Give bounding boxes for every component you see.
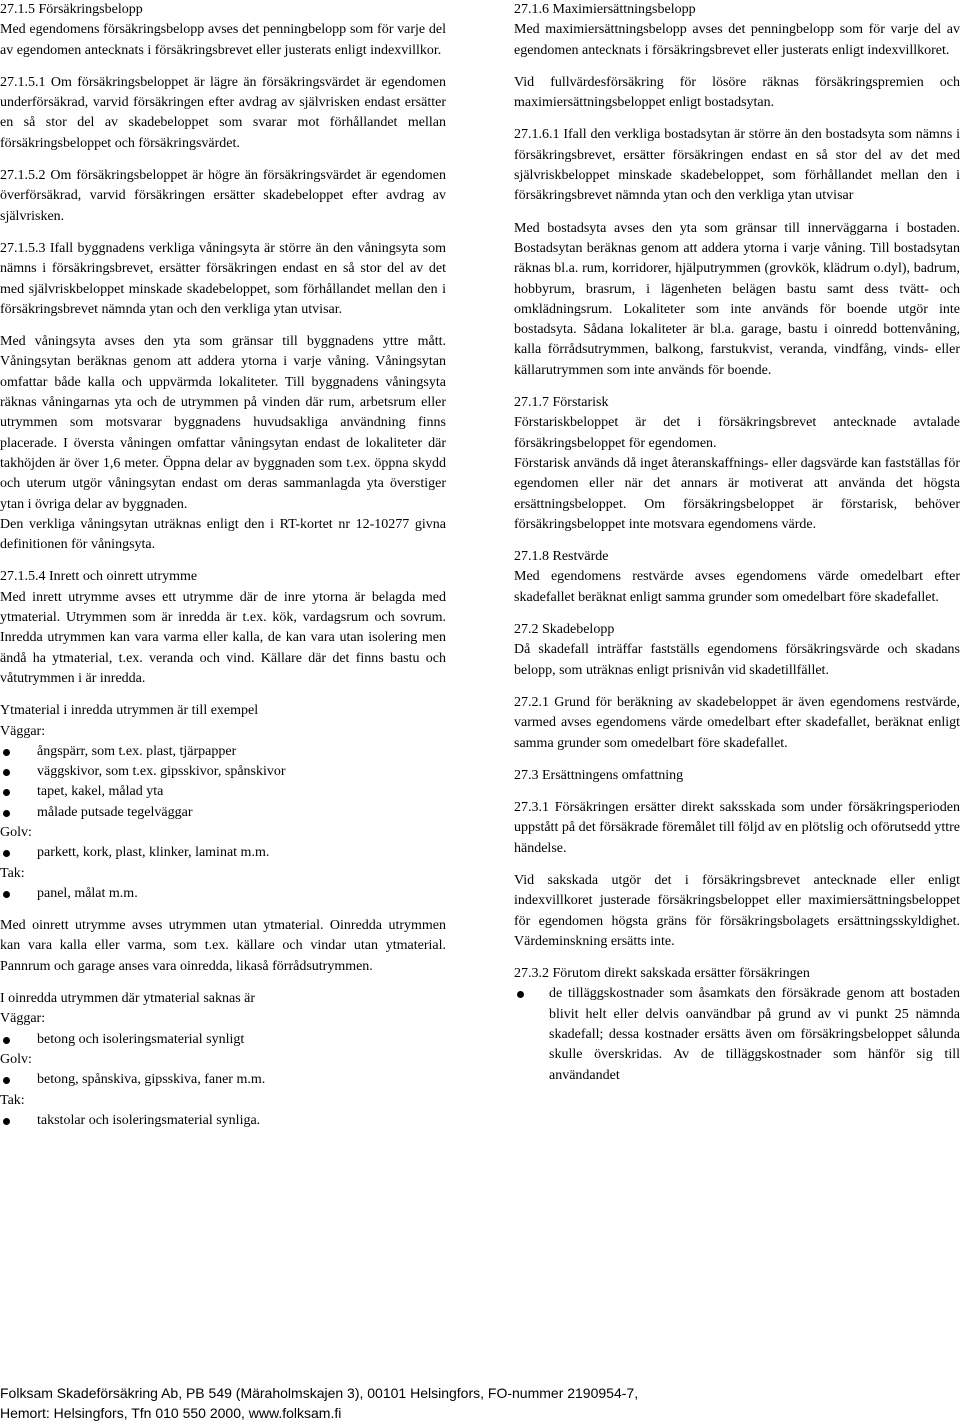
footer-line-1: Folksam Skadeförsäkring Ab, PB 549 (Märaholmskajen 3), 00101 Helsingfors, FO-nummer 2190954-7, [0, 1385, 639, 1401]
saknas-intro: I oinredda utrymmen där ytmaterial saknas är [0, 991, 256, 1007]
ceiling-label: Tak: [0, 865, 25, 881]
section-27-1-5-4-title: 27.1.5.4 Inrett och oinrett utrymme [0, 569, 198, 585]
bullet-icon [517, 991, 524, 998]
list-item: de tilläggskostnader som åsamkats den försäkrade genom att bostaden blivit helt eller delvis oanvändbar på grund av vi punkt 25 nämnda skadefall; dessa kostnader ersätts även om försäkringsbeloppet sålunda skulle överskridas. Av de tilläggskostnader som hänför sig till användandet [514, 984, 960, 1085]
oinrett-paragraph: Med oinrett utrymme avses utrymmen utan ytmaterial. Oinredda utrymmen kan vara kalla eller varma, som t.ex. källare och vindar utan ytmaterial. Pannrum och garage anses vara oinredda, likaså förrådsutrymmen. [0, 918, 446, 974]
section-27-1-5-1: 27.1.5.1 Om försäkringsbeloppet är lägre än försäkringsvärdet är egendomen underförsäkrad, varvid försäkringen efter avdrag av självrisken endast ersätter en så stor del av skadebeloppet som svarar mot förhållandet mellan försäkringsbeloppet och försäkringsvärdet. [0, 74, 446, 151]
walls-label: Väggar: [0, 723, 46, 739]
section-27-1-7-body-2: Förstarisk används då inget återanskaffnings- eller dagsvärde kan fastställas för egendomen eller när det annars är motiverat att använda det högsta ersättningsbeloppet. Om försäkringsbeloppet är förstarisk, behöver försäkringsbeloppet inte motsvara egendomens värde. [514, 455, 960, 532]
walls-list-2 [0, 1030, 446, 1050]
list-item: väggskivor, som t.ex. gipsskivor, spånskivor [0, 762, 446, 782]
list-item: panel, målat m.m. [0, 884, 446, 904]
ceiling-list [0, 884, 446, 904]
list-item: betong och isoleringsmaterial synligt [0, 1030, 446, 1050]
bullet-icon [3, 749, 10, 756]
section-27-1-5-2: 27.1.5.2 Om försäkringsbeloppet är högre än försäkringsvärdet är egendomen överförsäkrad, varvid försäkringen ersätter skadebeloppet efter avdrag av självrisken. [0, 168, 446, 224]
footer-line-2: Hemort: Helsingfors, Tfn 010 550 2000, www.folksam.fi [0, 1405, 342, 1421]
section-27-1-7-title: 27.1.7 Förstarisk [514, 395, 609, 411]
section-27-1-8-title: 27.1.8 Restvärde [514, 549, 609, 565]
bullet-icon [3, 1077, 10, 1084]
section-27-2-body: Då skadefall inträffar fastställs egendomens försäkringsvärde och skadans belopp, som uträknas enligt prisnivån vid skadetillfället. [514, 642, 960, 678]
bullet-icon [3, 810, 10, 817]
list-item: betong, spånskiva, gipsskiva, faner m.m. [0, 1070, 446, 1090]
bullet-icon [3, 769, 10, 776]
section-27-3-2-title: 27.3.2 Förutom direkt sakskada ersätter försäkringen [514, 966, 810, 982]
list-item: parkett, kork, plast, klinker, laminat m.m. [0, 843, 446, 863]
section-27-1-7-body-1: Förstariskbeloppet är det i försäkringsbrevet antecknade avtalade försäkringsbeloppet för egendomen. [514, 415, 960, 451]
section-27-1-5-body: Med egendomens försäkringsbelopp avses det penningbelopp som för varje del av egendomen antecknats i försäkringsbrevet eller justerats enligt indexvillkor. [0, 22, 446, 58]
page-footer [0, 1383, 960, 1423]
walls-label-2: Väggar: [0, 1011, 46, 1027]
section-27-3-1: 27.3.1 Försäkringen ersätter direkt saksskada som under försäkringsperioden uppstått på det försäkrade föremålet till följd av en plötslig och oförutsedd yttre händelse. [514, 800, 960, 856]
section-27-1-6-body: Med maximiersättningsbelopp avses det penningbelopp som för varje del av egendomen antecknats i försäkringsbrevet eller justerats enligt indexvillkoret. [514, 22, 960, 58]
ceiling-list-2 [0, 1111, 446, 1131]
section-27-1-8-body: Med egendomens restvärde avses egendomens värde omedelbart efter skadefallet beräknat enligt samma grunder som omedelbart före skadefallet. [514, 569, 960, 605]
left-column [0, 0, 446, 1131]
section-27-1-6-1: 27.1.6.1 Ifall den verkliga bostadsytan är större än den bostadsyta som nämns i försäkringsbrevet, ersätter försäkringen endast en så stor del av det med självriskbeloppet minskade skadebeloppet, som förhållandet mellan den i försäkringsbrevet nämnda ytan och den verkliga ytan utvisar [514, 127, 960, 204]
ceiling-label-2: Tak: [0, 1092, 25, 1108]
section-27-3-title: 27.3 Ersättningens omfattning [514, 767, 684, 783]
walls-list [0, 742, 446, 823]
section-27-1-5-4-body: Med inrett utrymme avses ett utrymme där de inre ytorna är belagda med ytmaterial. Utrymmen som är inredda är t.ex. kök, vardagsrum och sovrum. Inredda utrymmen kan vara varma eller kalla, de kan vara utan isolering men ändå ha ytmaterial, t.ex. veranda och vind. Källare där det finns bastu och våtutrymmen i är inredda. [0, 589, 446, 686]
rt-kort-paragraph: Den verkliga våningsytan uträknas enligt den i RT-kortet nr 12-10277 givna definitionen för våningsyta. [0, 516, 446, 553]
list-item: tapet, kakel, målad yta [0, 782, 446, 802]
fullvarde-paragraph: Vid fullvärdesförsäkring för lösöre räknas försäkringspremien och maximiersättningsbeloppet enligt bostadsytan. [514, 74, 960, 111]
section-27-2-title: 27.2 Skadebelopp [514, 622, 615, 638]
section-27-1-5-3: 27.1.5.3 Ifall byggnadens verkliga våningsyta är större än den våningsyta som nämns i försäkringsbrevet, ersätter försäkringen endast en så stor del av det med självriskbeloppet minskade skadebeloppet, som förhållandet mellan den i försäkringsbrevet nämnda ytan och den verkliga ytan utvisar. [0, 240, 446, 317]
floor-list-2 [0, 1070, 446, 1090]
vaningsyta-paragraph: Med våningsyta avses den yta som gränsar till byggnadens yttre mått. Våningsytan beräknas genom att addera ytorna i varje våning. Våningsytan omfattar både kalla och uppvärmda lokaliteter. Till byggnadens våningsyta räknas våningarnas yta och de utrymmen på vinden där rum, arbetsrum eller utrymmen som motsvarar byggnadens huvudsakliga användning finns placerade. I översta våningen omfattar våningsytan endast de lokaliteter där takhöjden är över 1,6 meter. Öppna delar av byggnaden som t.ex. öppna skydd och uterum utgör våningsytan endast om deras sammanlagda yta överstiger ytan i övriga delar av byggnaden. [0, 334, 446, 512]
bullet-icon [3, 1037, 10, 1044]
section-27-2-1: 27.2.1 Grund för beräkning av skadebeloppet är även egendomens restvärde, varmed avses egendomens värde omedelbart efter skadefallet, beräknat enligt samma grunder som omedelbart före skadefallet. [514, 694, 960, 751]
section-27-1-6-title: 27.1.6 Maximiersättningsbelopp [514, 2, 696, 17]
bullet-icon [3, 1118, 10, 1125]
section-27-3-2-list [514, 984, 960, 1085]
bullet-icon [3, 789, 10, 796]
bullet-icon [3, 891, 10, 898]
bullet-icon [3, 850, 10, 857]
right-column [514, 0, 960, 1086]
bostadsyta-paragraph: Med bostadsyta avses den yta som gränsar till innerväggarna i bostaden. Bostadsytan beräknas genom att addera ytorna i varje våning. Till bostadsytan räknas bl.a. rum, korridorer, hjälputrymmen (grovkök, klädrum o.dyl), badrum, hobbyrum, brasrum, i lägenheten belägen bastu samt dess tvätt- och omklädningsrum. Lokaliteter som inte används för boende utgör inte bostadsyta. Sådana lokaliteter är bl.a. garage, bastu i oinredd bottenvåning, kalla förrådsutrymmen, balkong, farstukvist, veranda, vindfång, vinds- eller källarutrymmen som inte används för boende. [514, 220, 960, 378]
floor-list [0, 843, 446, 863]
floor-label-2: Golv: [0, 1051, 32, 1067]
vid-sakskada-paragraph: Vid sakskada utgör det i försäkringsbrevet antecknade eller enligt indexvillkoret justerade försäkringsbeloppet eller maximiersättningsbeloppet för egendomen högsta gräns för försäkringsbolagets ersättningsskyldighet. Värdeminskning ersätts inte. [514, 872, 960, 949]
list-item: målade putsade tegelväggar [0, 803, 446, 823]
section-27-1-5-title: 27.1.5 Försäkringsbelopp [0, 2, 143, 17]
list-item: ångspärr, som t.ex. plast, tjärpapper [0, 742, 446, 762]
ytmaterial-intro: Ytmaterial i inredda utrymmen är till exempel [0, 703, 259, 719]
floor-label: Golv: [0, 824, 32, 840]
list-item: takstolar och isoleringsmaterial synliga. [0, 1111, 446, 1131]
